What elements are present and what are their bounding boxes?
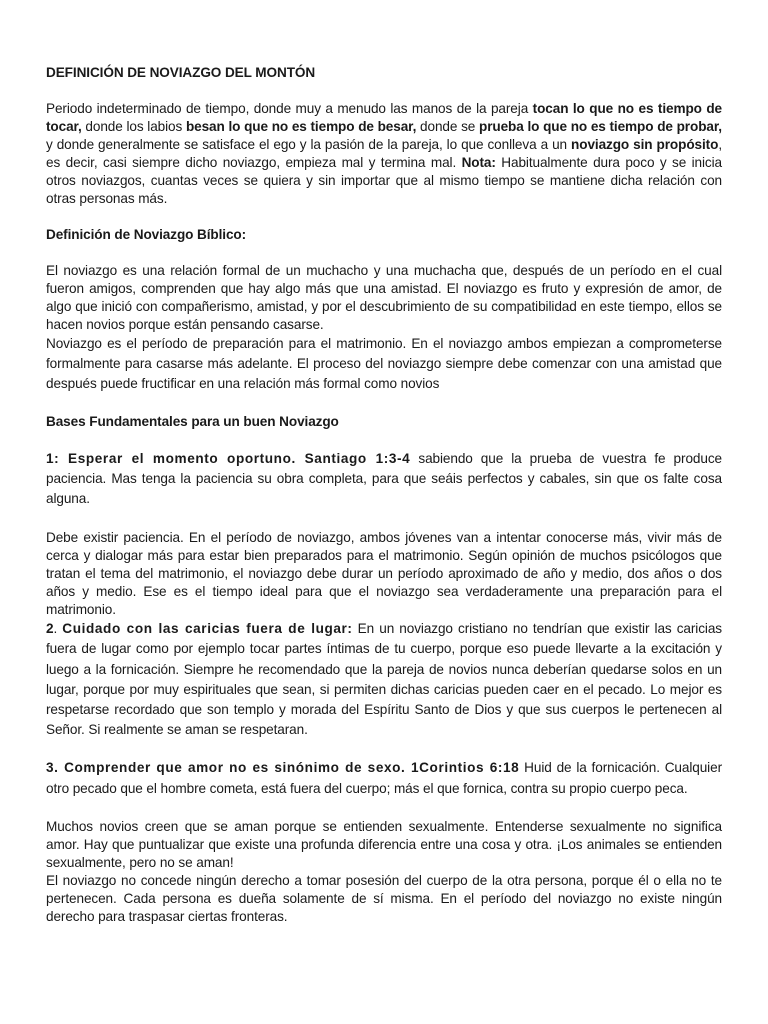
- paragraph-base-2: [46, 619, 722, 740]
- text-run: sabiendo que la prueba de vuestra fe produce paciencia. Mas tenga la paciencia su obra completa, para que seáis perfectos y cabales, sin que os falte cosa alguna.: [46, 450, 722, 507]
- bold-run: Cuidado con las caricias fuera de lugar:: [62, 621, 353, 637]
- paragraph-definicion-biblica: El noviazgo es una relación formal de un muchacho y una muchacha que, después de un período en el cual fueron amigos, comprenden que hay algo más que una amistad. El noviazgo es fruto y expresión de amor, de algo que inició con compañerismo, amistad, y por el descubrimiento de su compatibilidad en este tiempo, ellos se hacen novios porque están pensando casarse.: [46, 263, 722, 332]
- paragraph-noviazgo-monton: [46, 100, 722, 208]
- bold-run: 3. Comprender que amor no es sinónimo de sexo. 1Corintios 6:18: [46, 760, 520, 776]
- paragraph-base-1: [46, 449, 722, 510]
- text-run: Periodo indeterminado de tiempo, donde muy a menudo las manos de la pareja: [46, 101, 533, 116]
- heading-noviazgo-biblico: Definición de Noviazgo Bíblico:: [46, 227, 247, 242]
- text-run: .: [53, 621, 63, 637]
- paragraph-derecho-cuerpo: El noviazgo no concede ningún derecho a tomar posesión del cuerpo de la otra persona, porque él o ella no te pertenecen. Cada persona es dueña solamente de sí misma. En el período del noviazgo no existe ningún derecho para traspasar ciertas fronteras.: [46, 872, 722, 924]
- text-run: donde los labios: [81, 119, 186, 134]
- bold-run: noviazgo sin propósito: [571, 137, 719, 152]
- paragraph-entenderse-sexualmente: Muchos novios creen que se aman porque se entienden sexualmente. Entenderse sexualmente no significa amor. Hay que puntualizar que existe una profunda diferencia entre una cosa y otra. ¡Los animales se entienden sexualmente, pero no se aman!: [46, 818, 722, 870]
- document-title: DEFINICIÓN DE NOVIAZGO DEL MONTÓN: [46, 65, 316, 80]
- text-run: , es decir, casi siempre dicho noviazgo, empieza mal y termina mal.: [46, 137, 722, 170]
- text-run: Habitualmente dura poco y se inicia otros noviazgos, cuantas veces se quiera y sin importar que al mismo tiempo se mantiene dicha relación con otras personas más.: [46, 155, 722, 206]
- heading-bases-fundamentales: Bases Fundamentales para un buen Noviazgo: [46, 413, 339, 429]
- bold-run: tocan lo que no es tiempo de tocar,: [46, 101, 722, 134]
- bold-run: besan lo que no es tiempo de besar,: [185, 119, 417, 134]
- bold-run: 2: [46, 621, 54, 637]
- bold-run: 1: Esperar el momento oportuno. Santiago 1:3-4: [46, 450, 411, 466]
- text-run: donde se: [416, 119, 479, 134]
- text-run: En un noviazgo cristiano no tendrían que existir las caricias fuera de lugar como por ejemplo tocar partes íntimas de tu cuerpo, porque eso puede llevarte a la excitación y luego a la fornicación. Siempre he recomendado que la pareja de novios nunca deberían quedarse solos en un lugar, porque por muy espirituales que sean, si permiten dichas caricias pueden caer en el pecado. Lo mejor es respetarse recordado que son templo y morada del Espíritu Santo de Dios y que sus cuerpos le pertenecen al Señor. Si realmente se aman se respetaran.: [46, 621, 723, 738]
- paragraph-preparacion: Noviazgo es el período de preparación para el matrimonio. En el noviazgo ambos empiezan a comprometerse formalmente para casarse más adelante. El proceso del noviazgo siempre debe comenzar con una amistad que después puede fructificar en una relación más formal como novios: [46, 336, 722, 392]
- text-run: y donde generalmente se satisface el ego y la pasión de la pareja, lo que conlleva a un: [46, 137, 572, 152]
- paragraph-paciencia: Debe existir paciencia. En el período de noviazgo, ambos jóvenes van a intentar conocerse más, vivir más de cerca y dialogar más para estar bien preparados para el matrimonio. Según opinión de muchos psicólogos que tratan el tema del matrimonio, el noviazgo debe durar un período aproximado de año y medio, dos años o dos años y medio. Ese es el tiempo ideal para que el noviazgo sea verdaderamente una preparación para el matrimonio.: [46, 530, 722, 618]
- bold-run: prueba lo que no es tiempo de probar,: [479, 119, 722, 134]
- text-run: Huid de la fornicación. Cualquier otro pecado que el hombre cometa, está fuera del cuerpo; más el que fornica, contra su propio cuerpo peca.: [46, 760, 722, 796]
- paragraph-base-3: [46, 758, 722, 798]
- bold-run: Nota:: [461, 155, 496, 170]
